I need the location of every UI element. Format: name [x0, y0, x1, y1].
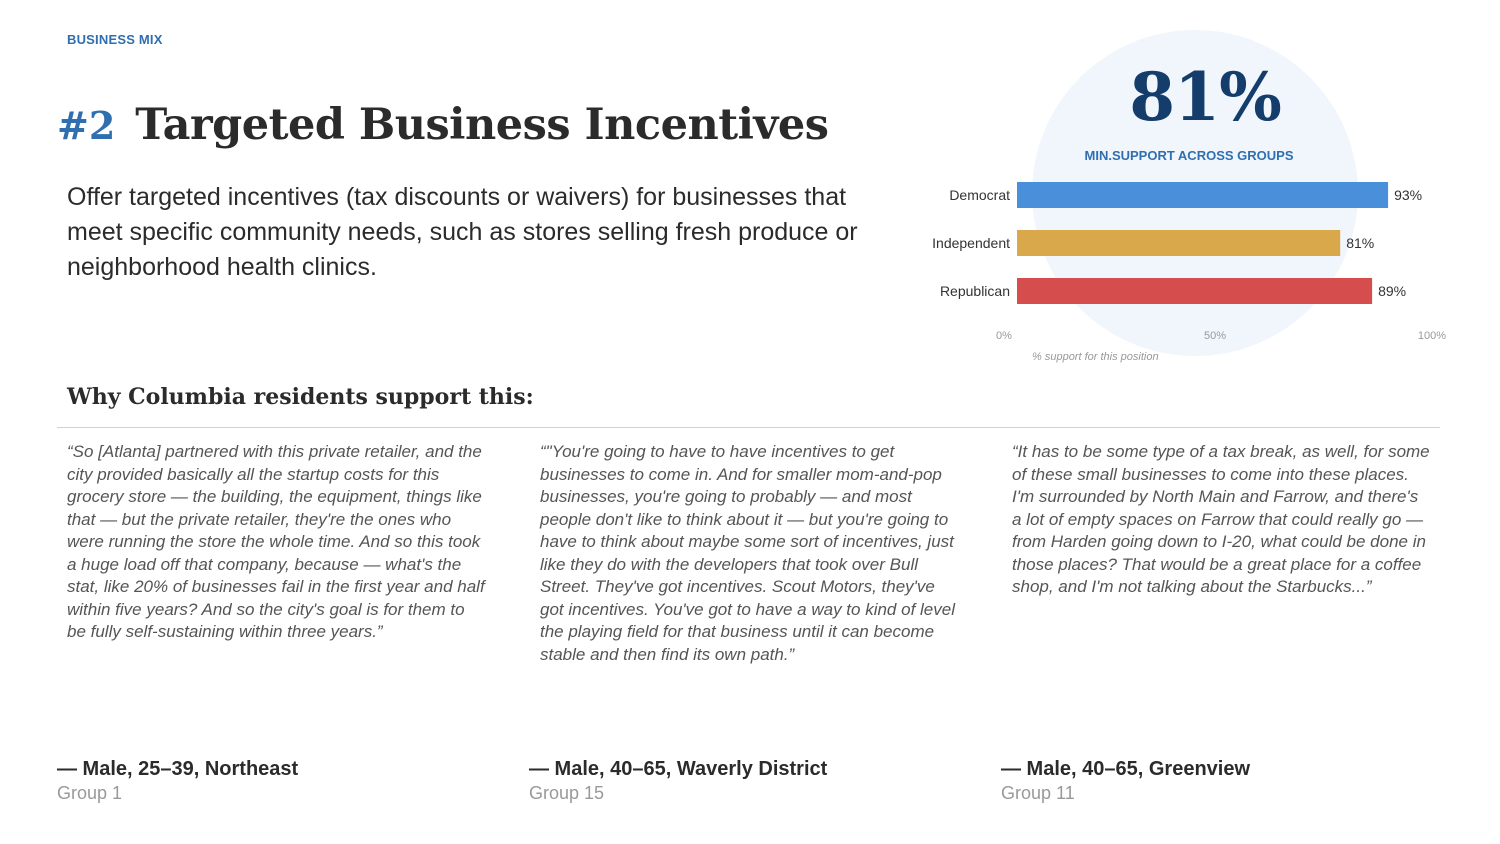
bar-republican — [1017, 278, 1372, 304]
why-heading: Why Columbia residents support this: — [67, 384, 534, 410]
quote-attribution-2: — Male, 40–65, Waverly District — [529, 758, 828, 780]
page-title: Targeted Business Incentives — [135, 100, 829, 150]
bar-independent — [1017, 230, 1340, 256]
x-tick-label: 0% — [996, 330, 1012, 342]
quote-attribution-3: — Male, 40–65, Greenview — [1001, 758, 1251, 780]
bar-category-label-democrat: Democrat — [949, 187, 1010, 203]
section-divider — [57, 427, 1440, 428]
headline-stat-label: MIN.SUPPORT ACROSS GROUPS — [1084, 148, 1294, 163]
bar-value-label-democrat: 93% — [1394, 187, 1423, 203]
headline-stat-value: 81% — [1129, 58, 1281, 136]
x-axis-label: % support for this position — [1032, 351, 1159, 363]
support-bar-chart — [0, 0, 1500, 380]
quote-text-3: “It has to be some type of a tax break, as well, for some of these small businesses to come into these places. I'm surrounded by North Main and Farrow, and there's a lot of empty spaces on Farrow that could really go — from Harden going down to I-20, what could be done in those places? That would be a great place for a coffee shop, and I'm not talking about the Starbucks...” — [1012, 442, 1430, 596]
quote-text-1: “So [Atlanta] partnered with this private retailer, and the city provided basically all the startup costs for this grocery store — the building, the equipment, things like that — but the private retailer, they're the ones who were running the store the whole time. And so this took a huge load off that company, because — what's the stat, like 20% of businesses fail in the first year and half within five years? And so the city's goal is for them to be fully self-sustaining within three years.” — [67, 442, 485, 641]
bar-democrat — [1017, 182, 1388, 208]
rank-number: #2 — [57, 103, 116, 148]
policy-description: Offer targeted incentives (tax discounts or waivers) for businesses that meet specific community needs, such as stores selling fresh produce or neighborhood health clinics. — [67, 183, 858, 281]
x-tick-label: 50% — [1203, 330, 1227, 342]
section-eyebrow: BUSINESS MIX — [67, 32, 163, 47]
quote-text-2: “"You're going to have to have incentives to get businesses to come in. And for smaller mom-and-pop businesses, you're going to probably — and most people don't like to think about it — but you're going to have to think about maybe some sort of incentives, just like they do with the developers that took over Bull Street. They've got incentives. Scout Motors, they've got incentives. You've got to have a way to kind of level the playing field for that business until it can become stable and then find its own path.” — [540, 442, 955, 664]
quote-group-1: Group 1 — [57, 783, 123, 803]
quote-group-2: Group 15 — [529, 783, 605, 803]
bar-category-label-independent: Independent — [932, 235, 1010, 251]
bar-value-label-independent: 81% — [1346, 235, 1375, 251]
bar-category-label-republican: Republican — [939, 283, 1010, 299]
x-tick-label: 100% — [1417, 330, 1447, 342]
bar-value-label-republican: 89% — [1378, 283, 1407, 299]
quote-group-3: Group 11 — [1001, 783, 1075, 803]
quote-attribution-1: — Male, 25–39, Northeast — [57, 758, 299, 780]
